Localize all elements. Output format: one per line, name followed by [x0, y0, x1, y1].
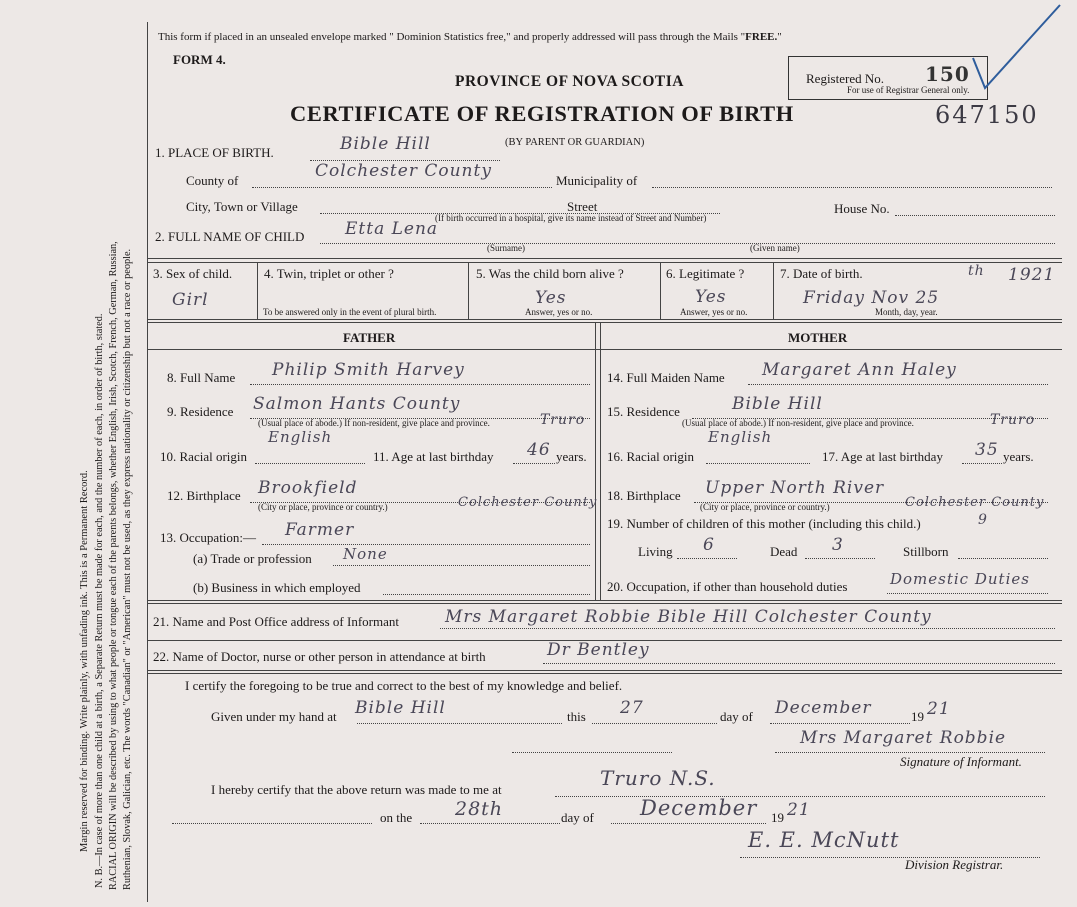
margin-note-racial-cont: Ruthenian, Slovak, Galician, etc. The words "Canadian" or "American" must not be used, as they express nationality or citizenship but not a race or people.: [122, 248, 133, 890]
mother-stillborn-label: Stillborn: [903, 544, 949, 559]
given-this: this: [567, 709, 586, 724]
registrar-day: 28th: [455, 798, 504, 820]
mother-residence-value: Bible Hill: [732, 394, 823, 414]
postal-note-end: ": [777, 31, 782, 43]
father-name-label: 8. Full Name: [167, 370, 236, 385]
mother-age-label: 17. Age at last birthday: [822, 449, 943, 464]
margin-note-racial: RACIAL ORIGIN will be described by using to what people or tongue each of the parents belongs, whether English, Irish, Scotch, French, German, Russian,: [108, 241, 119, 890]
twin-note: To be answered only in the event of plural birth.: [263, 307, 437, 317]
registrar-signature: E. E. McNutt: [748, 828, 900, 852]
given-year-prefix: 19: [911, 709, 924, 724]
mother-children-value: 9: [978, 512, 988, 528]
dob-note: Month, day, year.: [875, 307, 938, 317]
registrar-month: December: [640, 796, 758, 820]
father-abode-note: (Usual place of abode.) If non-resident, give place and province.: [258, 418, 490, 428]
dob-value: Friday Nov 25: [803, 288, 940, 308]
father-birthplace-label: 12. Birthplace: [167, 488, 241, 503]
father-birthplace-note: (City or place, province or country.): [258, 502, 388, 512]
dob-label: 7. Date of birth.: [780, 266, 863, 281]
registrar-statement: I hereby certify that the above return was made to me at: [211, 782, 502, 797]
registrar-year: 21: [787, 800, 811, 820]
given-name-caption: (Given name): [750, 243, 800, 253]
legitimate-label: 6. Legitimate ?: [666, 266, 745, 281]
mother-living-value: 6: [703, 535, 715, 555]
informant-address-label: 21. Name and Post Office address of Informant: [153, 614, 399, 629]
registrar-day-of: day of: [561, 810, 594, 825]
surname-caption: (Surname): [487, 243, 525, 253]
margin-note-binding: Margin reserved for binding. Write plainly, with unfading ink. This is a Permanent Record.: [79, 470, 90, 852]
margin-note-nb: N. B.—In case of more than one child at a birth, a Separate Return must be made for each, and the number of each, in order of birth, stated.: [94, 313, 105, 888]
legitimate-value: Yes: [695, 287, 727, 307]
father-racial-label: 10. Racial origin: [160, 449, 248, 464]
mother-occupation-value: Domestic Duties: [890, 570, 1030, 588]
doctor-value: Dr Bentley: [547, 640, 650, 660]
mother-children-label: 19. Number of children of this mother (including this child.): [607, 516, 921, 531]
blue-check-mark: [965, 0, 1065, 100]
father-age-value: 46: [527, 440, 551, 460]
father-birthplace-extra: Colchester County: [458, 495, 598, 510]
father-years: years.: [556, 449, 587, 464]
form-left-border: [147, 22, 148, 902]
father-age-label: 11. Age at last birthday: [373, 449, 494, 464]
registered-value: 150: [925, 62, 970, 86]
given-day: 27: [620, 698, 644, 718]
legitimate-note: Answer, yes or no.: [680, 307, 748, 317]
sex-value: Girl: [172, 290, 209, 310]
given-year: 21: [927, 699, 951, 719]
on-the-label: on the: [380, 810, 413, 825]
father-trade-value: None: [343, 545, 388, 563]
child-name-label: 2. FULL NAME OF CHILD: [155, 229, 305, 244]
stamp-number: 647150: [935, 101, 1039, 129]
mother-racial-label: 16. Racial origin: [607, 449, 695, 464]
alive-note: Answer, yes or no.: [525, 307, 593, 317]
registrar-year-prefix: 19: [771, 810, 784, 825]
mother-living-label: Living: [638, 544, 673, 559]
registered-box: [788, 56, 988, 100]
mother-dead-label: Dead: [770, 544, 798, 559]
mother-name-value: Margaret Ann Haley: [762, 360, 957, 380]
by-parent-note: (BY PARENT OR GUARDIAN): [505, 137, 645, 148]
margin-notes: [0, 0, 150, 907]
given-day-of: day of: [720, 709, 753, 724]
mother-birthplace-note: (City or place, province or country.): [700, 502, 830, 512]
mother-residence-extra: Truro: [990, 412, 1036, 428]
mother-abode-note: (Usual place of abode.) If non-resident, give place and province.: [682, 418, 914, 428]
given-month: December: [775, 698, 872, 718]
certificate-title: CERTIFICATE OF REGISTRATION OF BIRTH: [290, 101, 794, 126]
province-heading: PROVINCE OF NOVA SCOTIA: [455, 73, 684, 90]
county-value: Colchester County: [315, 161, 492, 181]
dob-suffix: th: [968, 263, 985, 279]
sex-label: 3. Sex of child.: [153, 266, 233, 281]
father-name-value: Philip Smith Harvey: [272, 360, 465, 380]
registered-label: Registered No.: [806, 71, 884, 86]
father-business-label: (b) Business in which employed: [193, 580, 361, 595]
father-birthplace-value: Brookfield: [258, 478, 358, 498]
alive-value: Yes: [535, 288, 567, 308]
father-residence-value: Salmon Hants County: [253, 394, 461, 414]
doctor-label: 22. Name of Doctor, nurse or other person in attendance at birth: [153, 649, 486, 664]
registrar-caption: Division Registrar.: [905, 857, 1004, 872]
twin-label: 4. Twin, triplet or other ?: [264, 266, 394, 281]
postal-note: [158, 31, 782, 43]
form-number: FORM 4.: [173, 52, 226, 67]
registrar-use-note: For use of Registrar General only.: [847, 85, 970, 95]
registrar-place: Truro N.S.: [600, 766, 716, 790]
given-label: Given under my hand at: [211, 709, 337, 724]
alive-label: 5. Was the child born alive ?: [476, 266, 624, 281]
informant-address-value: Mrs Margaret Robbie Bible Hill Colchester County: [445, 607, 932, 627]
mother-birthplace-label: 18. Birthplace: [607, 488, 681, 503]
city-label: City, Town or Village: [186, 199, 298, 214]
mother-birthplace-extra: Colchester County: [905, 495, 1045, 510]
mother-dead-value: 3: [832, 535, 844, 555]
father-racial-value: English: [268, 428, 333, 446]
mother-age-value: 35: [975, 440, 999, 460]
mother-name-label: 14. Full Maiden Name: [607, 370, 725, 385]
certify-statement: I certify the foregoing to be true and correct to the best of my knowledge and belief.: [185, 678, 623, 693]
father-heading: FATHER: [343, 330, 396, 345]
given-place: Bible Hill: [355, 698, 446, 718]
mother-racial-value: English: [708, 428, 773, 446]
father-occupation-value: Farmer: [285, 520, 355, 540]
postal-note-text: This form if placed in an unsealed envelope marked " Dominion Statistics free," and properly addressed will pass through the Mails ": [158, 31, 746, 43]
informant-signature: Mrs Margaret Robbie: [800, 728, 1007, 748]
house-label: House No.: [834, 201, 890, 216]
mother-birthplace-value: Upper North River: [705, 478, 885, 498]
father-occupation-label: 13. Occupation:—: [160, 530, 257, 545]
father-residence-extra: Truro: [540, 412, 586, 428]
hospital-note: (If birth occurred in a hospital, give its name instead of Street and Number): [435, 213, 707, 223]
place-of-birth-value: Bible Hill: [340, 134, 431, 154]
street-label: Street: [567, 199, 598, 214]
father-trade-label: (a) Trade or profession: [193, 551, 312, 566]
mother-residence-label: 15. Residence: [607, 404, 680, 419]
mother-years: years.: [1003, 449, 1034, 464]
postal-note-free: FREE.: [745, 31, 778, 43]
mother-occupation-label: 20. Occupation, if other than household duties: [607, 579, 848, 594]
municipality-label: Municipality of: [556, 173, 638, 188]
father-residence-label: 9. Residence: [167, 404, 234, 419]
mother-heading: MOTHER: [788, 330, 848, 345]
county-label: County of: [186, 173, 239, 188]
place-of-birth-label: 1. PLACE OF BIRTH.: [155, 145, 274, 160]
informant-signature-caption: Signature of Informant.: [900, 754, 1022, 769]
dob-year: 1921: [1008, 265, 1056, 285]
child-name-value: Etta Lena: [345, 219, 439, 239]
